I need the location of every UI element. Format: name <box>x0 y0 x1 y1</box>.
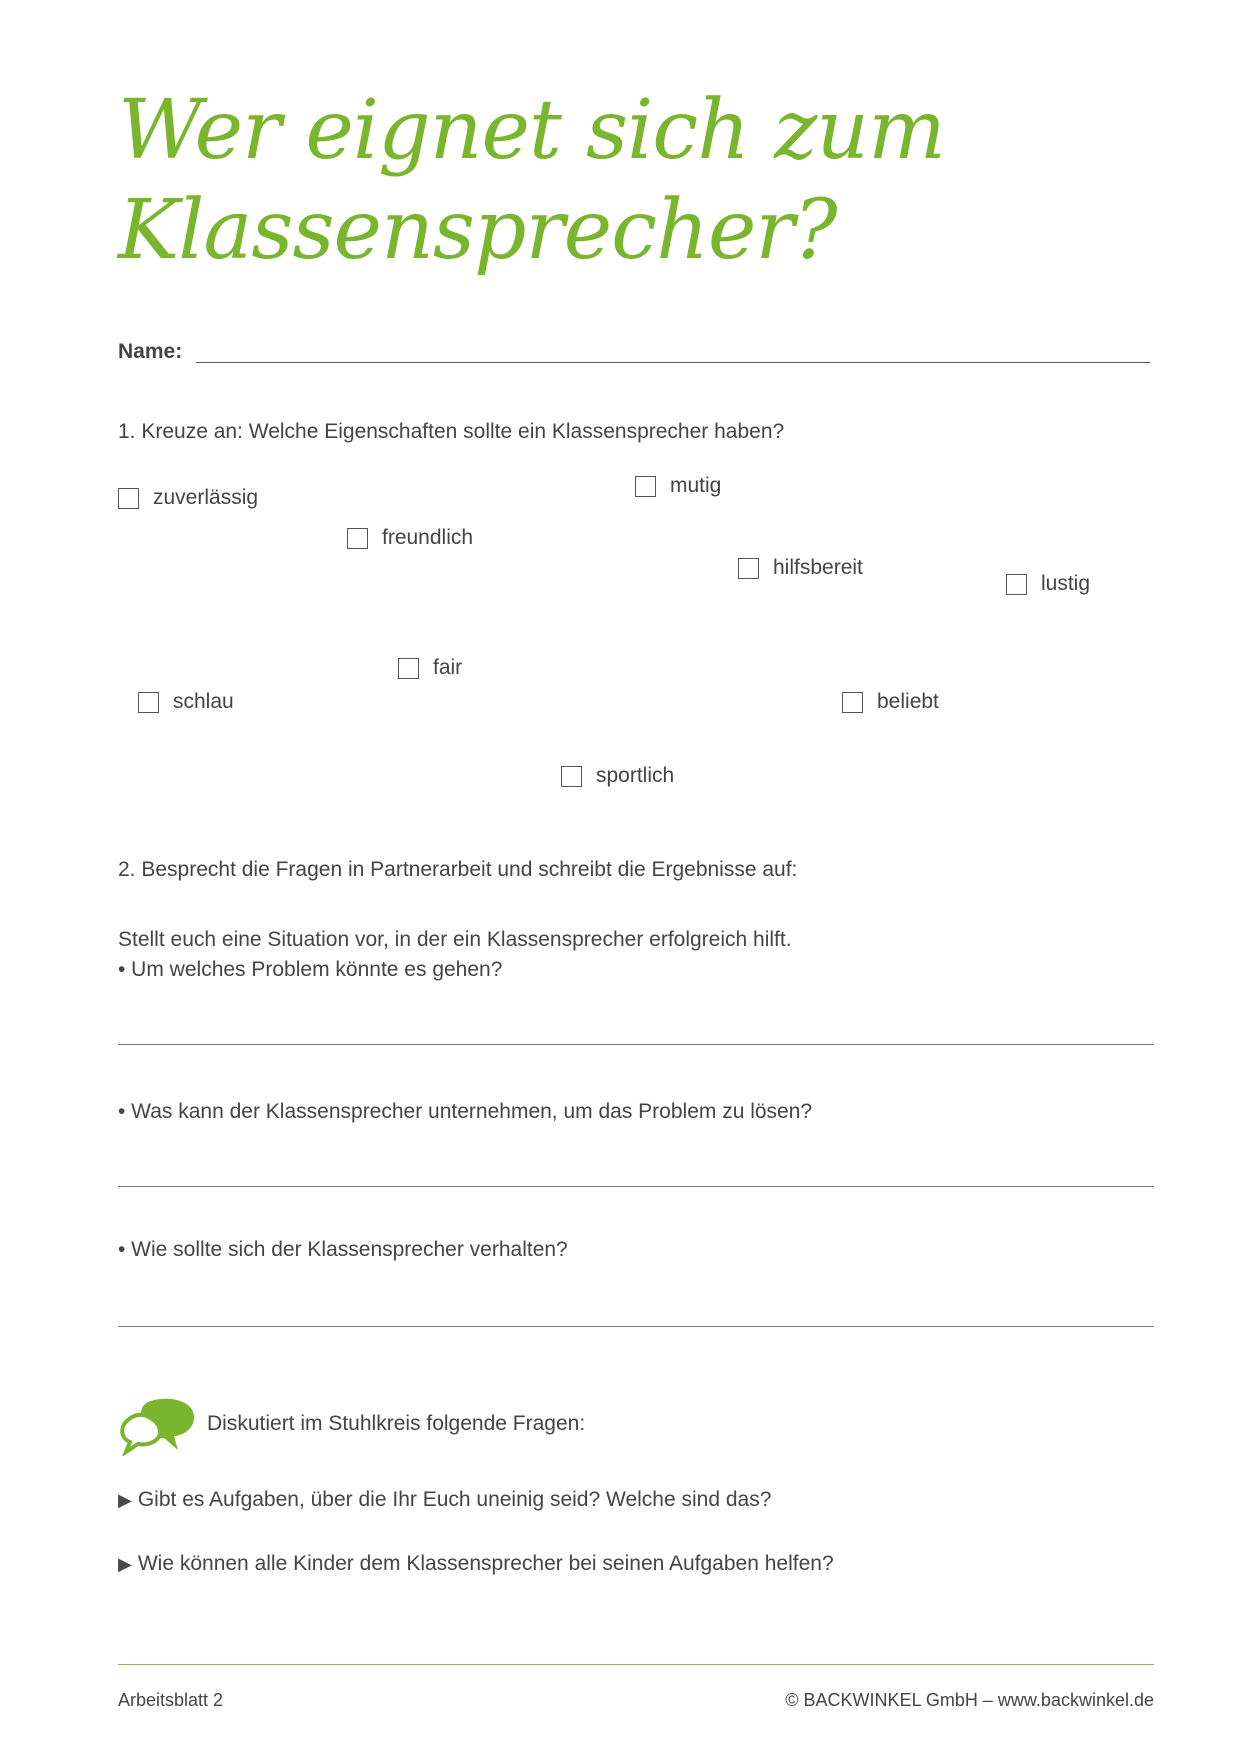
checkbox-schlau[interactable] <box>138 690 234 714</box>
checkbox-label: freundlich <box>382 526 474 549</box>
situation-text: Stellt euch eine Situation vor, in der ein Klassensprecher erfolgreich hilft. <box>118 928 792 951</box>
checkbox-box[interactable] <box>561 766 582 787</box>
checkbox-mutig[interactable] <box>635 474 721 498</box>
checkbox-box[interactable] <box>1006 574 1027 595</box>
checkbox-label: sportlich <box>596 764 675 787</box>
checkbox-beliebt[interactable] <box>842 690 939 714</box>
checkbox-sportlich[interactable] <box>561 764 674 788</box>
checkbox-freundlich[interactable] <box>347 526 473 550</box>
checkbox-label: zuverlässig <box>153 486 259 509</box>
checkbox-label: beliebt <box>877 690 939 713</box>
checkbox-lustig[interactable] <box>1006 572 1090 596</box>
discussion-question-text: Gibt es Aufgaben, über die Ihr Euch uneinig seid? Welche sind das? <box>137 1488 772 1511</box>
triangle-right-icon: ▶ <box>118 1554 132 1574</box>
checkbox-box[interactable] <box>398 658 419 679</box>
task-1-instruction: 1. Kreuze an: Welche Eigenschaften sollte ein Klassensprecher haben? <box>118 420 785 443</box>
answer-line-2[interactable] <box>118 1186 1154 1187</box>
answer-line-3[interactable] <box>118 1326 1154 1327</box>
answer-line-1[interactable] <box>118 1044 1154 1045</box>
checkbox-box[interactable] <box>138 692 159 713</box>
bullet-question-2: • Was kann der Klassensprecher unternehmen, um das Problem zu lösen? <box>118 1100 813 1123</box>
checkbox-hilfsbereit[interactable] <box>738 556 863 580</box>
checkbox-label: fair <box>433 656 463 679</box>
triangle-right-icon: ▶ <box>118 1490 132 1510</box>
bullet-question-1: • Um welches Problem könnte es gehen? <box>118 958 503 981</box>
discussion-question-2 <box>118 1552 834 1576</box>
checkbox-box[interactable] <box>842 692 863 713</box>
checkbox-box[interactable] <box>347 528 368 549</box>
bullet-question-3: • Wie sollte sich der Klassensprecher verhalten? <box>118 1238 568 1261</box>
speech-bubbles-icon <box>118 1396 198 1456</box>
checkbox-zuverlaessig[interactable] <box>118 486 258 510</box>
page-title-line-2: Klassensprecher? <box>118 183 837 278</box>
footer-worksheet-number: Arbeitsblatt 2 <box>118 1690 224 1710</box>
discussion-question-text: Wie können alle Kinder dem Klassensprecher bei seinen Aufgaben helfen? <box>137 1552 834 1575</box>
task-2-instruction: 2. Besprecht die Fragen in Partnerarbeit und schreibt die Ergebnisse auf: <box>118 858 798 881</box>
discussion-question-1 <box>118 1488 771 1512</box>
name-input-line[interactable] <box>196 362 1150 363</box>
checkbox-label: mutig <box>670 474 722 497</box>
footer-divider <box>118 1664 1154 1665</box>
checkbox-box[interactable] <box>635 476 656 497</box>
checkbox-label: lustig <box>1041 572 1091 595</box>
checkbox-fair[interactable] <box>398 656 462 680</box>
footer-copyright: © BACKWINKEL GmbH – www.backwinkel.de <box>785 1690 1154 1710</box>
discussion-heading: Diskutiert im Stuhlkreis folgende Fragen: <box>207 1412 586 1435</box>
checkbox-label: hilfsbereit <box>773 556 863 579</box>
checkbox-label: schlau <box>173 690 234 713</box>
name-label: Name: <box>118 340 183 363</box>
checkbox-box[interactable] <box>738 558 759 579</box>
page-title-line-1: Wer eignet sich zum <box>118 83 945 178</box>
checkbox-box[interactable] <box>118 488 139 509</box>
